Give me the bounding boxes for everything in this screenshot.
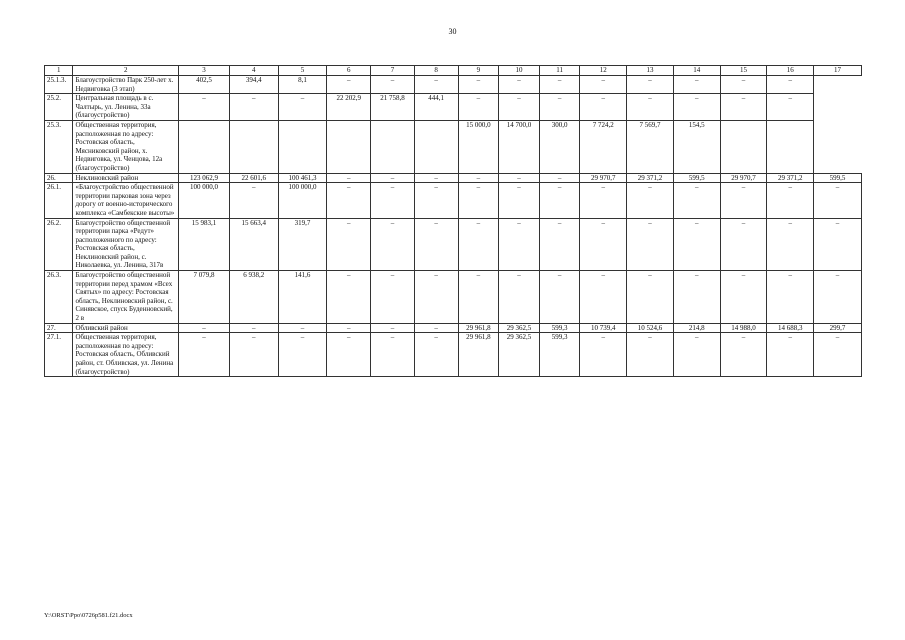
value-cell: –: [673, 76, 720, 94]
table-row: [45, 76, 862, 94]
value-cell: 444,1: [414, 94, 458, 121]
value-cell: –: [627, 218, 674, 271]
value-cell: –: [539, 218, 580, 271]
column-number-header: 17: [814, 66, 862, 76]
value-cell: –: [327, 271, 371, 324]
row-name: Благоустройство общественной территории парка «Редут» расположенного по адресу: Ростовская область, Неклиновский район, с. Николаевка, ул. Ленина, 317в: [73, 218, 179, 271]
file-path-footer: Y:\ORST\Ppo\0726p581.f21.docx: [44, 612, 133, 619]
value-cell: [371, 120, 415, 173]
value-cell: 599,3: [539, 333, 580, 377]
column-number-header: 8: [414, 66, 458, 76]
value-cell: –: [814, 333, 862, 377]
row-code: 25.3.: [45, 120, 73, 173]
value-cell: –: [414, 173, 458, 183]
value-cell: –: [539, 94, 580, 121]
value-cell: –: [627, 76, 674, 94]
value-cell: –: [767, 94, 814, 121]
value-cell: –: [179, 94, 230, 121]
row-name: Центральная площадь в с. Чалтырь, ул. Ленина, 33а (благоустройство): [73, 94, 179, 121]
value-cell: –: [414, 183, 458, 218]
row-name: Благоустройство Парк 250-лет х. Недвиговка (3 этап): [73, 76, 179, 94]
data-table: [44, 65, 862, 377]
value-cell: –: [327, 323, 371, 333]
value-cell: –: [814, 271, 862, 324]
value-cell: –: [767, 76, 814, 94]
value-cell: 7 569,7: [627, 120, 674, 173]
value-cell: –: [539, 173, 580, 183]
row-code: 26.2.: [45, 218, 73, 271]
value-cell: –: [327, 183, 371, 218]
value-cell: –: [458, 94, 499, 121]
table-row: [45, 173, 862, 183]
column-number-header: 9: [458, 66, 499, 76]
value-cell: 100 000,0: [278, 183, 327, 218]
value-cell: –: [371, 76, 415, 94]
column-number-header: 5: [278, 66, 327, 76]
value-cell: 394,4: [229, 76, 278, 94]
value-cell: 14 988,0: [720, 323, 767, 333]
row-name: Общественная территория, расположенная по адресу: Ростовская область, Мясниковский район, х. Недвиговка, ул. Ченцова, 12а (благоустройство): [73, 120, 179, 173]
column-number-header: 3: [179, 66, 230, 76]
value-cell: –: [673, 271, 720, 324]
value-cell: –: [414, 323, 458, 333]
value-cell: 100 000,0: [179, 183, 230, 218]
value-cell: –: [720, 183, 767, 218]
value-cell: –: [458, 173, 499, 183]
value-cell: –: [673, 183, 720, 218]
row-code: 25.2.: [45, 94, 73, 121]
value-cell: 599,5: [673, 173, 720, 183]
value-cell: –: [371, 271, 415, 324]
value-cell: [720, 120, 767, 173]
column-number-header: 15: [720, 66, 767, 76]
value-cell: –: [814, 218, 862, 271]
value-cell: [767, 120, 814, 173]
value-cell: [414, 120, 458, 173]
value-cell: –: [278, 333, 327, 377]
column-number-header: 12: [580, 66, 627, 76]
value-cell: –: [499, 76, 540, 94]
row-name: Общественная территория, расположенная по адресу: Ростовская область, Обливский район, ст. Обливская, ул. Ленина (благоустройство): [73, 333, 179, 377]
value-cell: –: [327, 333, 371, 377]
value-cell: –: [499, 94, 540, 121]
value-cell: 15 000,0: [458, 120, 499, 173]
value-cell: –: [767, 333, 814, 377]
row-code: 26.: [45, 173, 73, 183]
value-cell: 14 700,0: [499, 120, 540, 173]
value-cell: [278, 120, 327, 173]
value-cell: –: [327, 173, 371, 183]
value-cell: 29 362,5: [499, 333, 540, 377]
value-cell: –: [371, 333, 415, 377]
value-cell: –: [179, 323, 230, 333]
value-cell: –: [580, 94, 627, 121]
value-cell: –: [499, 218, 540, 271]
value-cell: –: [229, 333, 278, 377]
row-code: 26.1.: [45, 183, 73, 218]
value-cell: –: [767, 183, 814, 218]
value-cell: –: [371, 323, 415, 333]
value-cell: 100 461,3: [278, 173, 327, 183]
table-row: [45, 120, 862, 173]
value-cell: –: [327, 218, 371, 271]
table-header-row: [45, 66, 862, 76]
value-cell: –: [720, 94, 767, 121]
value-cell: –: [278, 323, 327, 333]
value-cell: 299,7: [814, 323, 862, 333]
row-name: Обливский район: [73, 323, 179, 333]
value-cell: –: [580, 183, 627, 218]
value-cell: 214,8: [673, 323, 720, 333]
value-cell: –: [580, 333, 627, 377]
value-cell: 10 524,6: [627, 323, 674, 333]
table-row: [45, 271, 862, 324]
value-cell: –: [720, 271, 767, 324]
column-number-header: 11: [539, 66, 580, 76]
value-cell: –: [458, 271, 499, 324]
value-cell: 29 961,8: [458, 323, 499, 333]
value-cell: –: [179, 333, 230, 377]
value-cell: 402,5: [179, 76, 230, 94]
value-cell: –: [414, 76, 458, 94]
value-cell: –: [720, 76, 767, 94]
column-number-header: 14: [673, 66, 720, 76]
value-cell: –: [371, 183, 415, 218]
value-cell: 29 970,7: [580, 173, 627, 183]
row-name: «Благоустройство общественной территории парковая зона через дорогу от военно-исторического комплекса «Самбекские высоты»: [73, 183, 179, 218]
column-number-header: 13: [627, 66, 674, 76]
row-code: 27.1.: [45, 333, 73, 377]
table-row: [45, 333, 862, 377]
value-cell: 8,1: [278, 76, 327, 94]
column-number-header: 4: [229, 66, 278, 76]
value-cell: [179, 120, 230, 173]
value-cell: –: [627, 271, 674, 324]
value-cell: –: [371, 218, 415, 271]
value-cell: –: [229, 323, 278, 333]
value-cell: –: [627, 333, 674, 377]
value-cell: –: [673, 218, 720, 271]
value-cell: –: [720, 218, 767, 271]
value-cell: 15 663,4: [229, 218, 278, 271]
table-row: [45, 183, 862, 218]
value-cell: 6 938,2: [229, 271, 278, 324]
value-cell: 319,7: [278, 218, 327, 271]
value-cell: 29 961,8: [458, 333, 499, 377]
value-cell: –: [580, 271, 627, 324]
value-cell: –: [673, 94, 720, 121]
column-number-header: 7: [371, 66, 415, 76]
value-cell: –: [767, 271, 814, 324]
value-cell: –: [767, 218, 814, 271]
page-number: 30: [448, 27, 457, 36]
value-cell: –: [327, 76, 371, 94]
row-code: 26.3.: [45, 271, 73, 324]
value-cell: 29 362,5: [499, 323, 540, 333]
value-cell: 599,3: [539, 323, 580, 333]
row-code: 27.: [45, 323, 73, 333]
value-cell: –: [414, 218, 458, 271]
value-cell: –: [458, 76, 499, 94]
column-number-header: 10: [499, 66, 540, 76]
value-cell: 7 079,8: [179, 271, 230, 324]
value-cell: –: [539, 183, 580, 218]
column-number-header: 6: [327, 66, 371, 76]
value-cell: –: [458, 218, 499, 271]
row-name: Благоустройство общественной территории перед храмом «Всех Святых» по адресу: Ростовская область, Неклиновский район, с. Синявское, спуск Буденновский, 2 в: [73, 271, 179, 324]
table-row: [45, 323, 862, 333]
value-cell: 14 688,3: [767, 323, 814, 333]
column-number-header: 1: [45, 66, 73, 76]
value-cell: –: [580, 76, 627, 94]
value-cell: –: [414, 333, 458, 377]
row-code: 25.1.3.: [45, 76, 73, 94]
value-cell: 300,0: [539, 120, 580, 173]
table-row: [45, 218, 862, 271]
value-cell: –: [278, 94, 327, 121]
value-cell: [229, 120, 278, 173]
value-cell: 15 983,1: [179, 218, 230, 271]
value-cell: –: [673, 333, 720, 377]
value-cell: 141,6: [278, 271, 327, 324]
value-cell: –: [627, 94, 674, 121]
value-cell: 10 739,4: [580, 323, 627, 333]
value-cell: 154,5: [673, 120, 720, 173]
table-row: [45, 94, 862, 121]
value-cell: –: [539, 271, 580, 324]
value-cell: 599,5: [814, 173, 862, 183]
value-cell: –: [539, 76, 580, 94]
value-cell: 29 371,2: [627, 173, 674, 183]
value-cell: 21 758,8: [371, 94, 415, 121]
column-number-header: 16: [767, 66, 814, 76]
row-name: Неклиновский район: [73, 173, 179, 183]
value-cell: –: [458, 183, 499, 218]
value-cell: 22 601,6: [229, 173, 278, 183]
value-cell: –: [814, 183, 862, 218]
value-cell: 29 970,7: [720, 173, 767, 183]
value-cell: –: [499, 271, 540, 324]
value-cell: –: [580, 218, 627, 271]
value-cell: –: [499, 183, 540, 218]
value-cell: –: [371, 173, 415, 183]
value-cell: –: [229, 94, 278, 121]
value-cell: [327, 120, 371, 173]
value-cell: 29 371,2: [767, 173, 814, 183]
value-cell: –: [627, 183, 674, 218]
column-number-header: 2: [73, 66, 179, 76]
value-cell: –: [720, 333, 767, 377]
value-cell: –: [229, 183, 278, 218]
value-cell: 22 202,9: [327, 94, 371, 121]
value-cell: 123 062,9: [179, 173, 230, 183]
value-cell: 7 724,2: [580, 120, 627, 173]
value-cell: –: [414, 271, 458, 324]
value-cell: –: [499, 173, 540, 183]
